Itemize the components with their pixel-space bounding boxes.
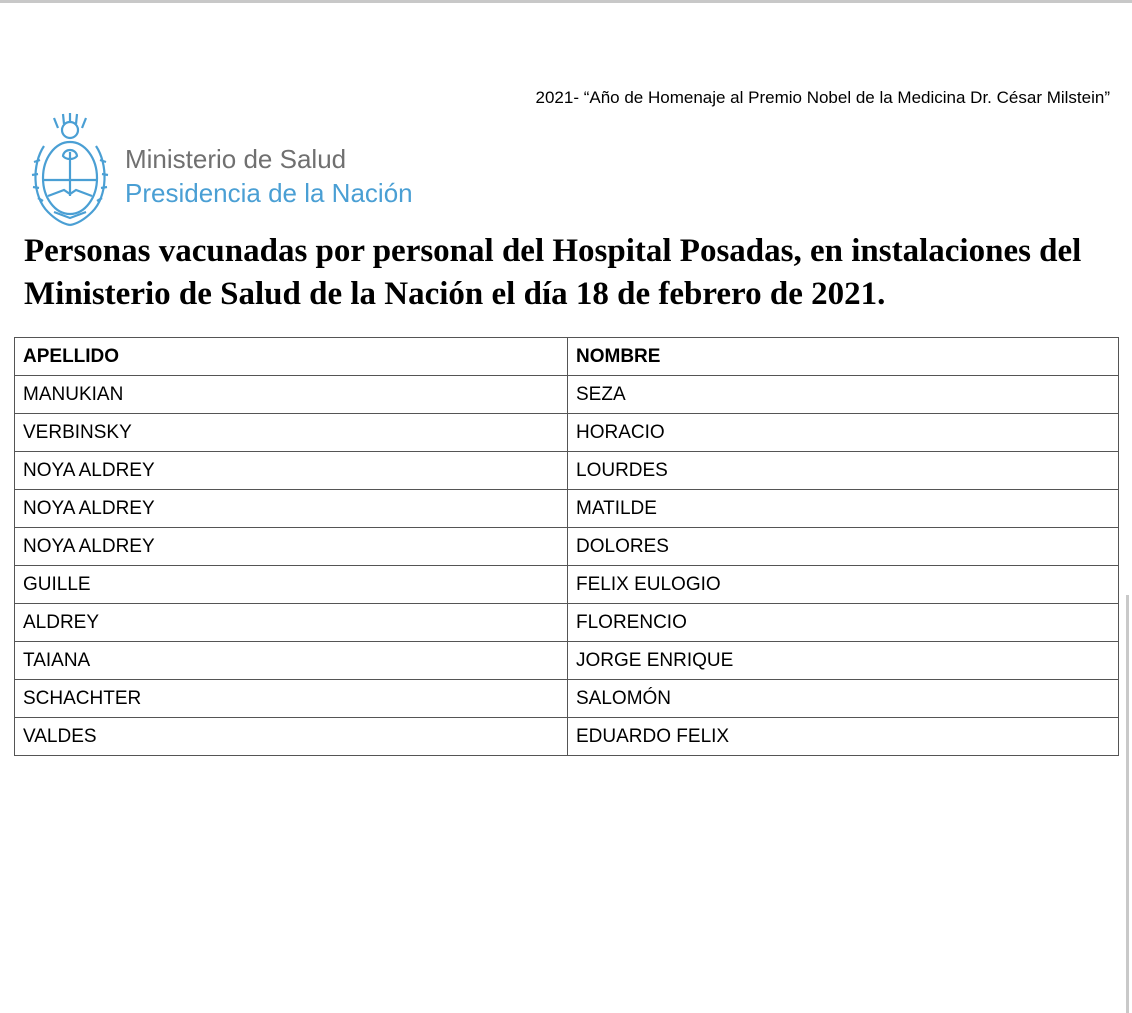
scrollbar[interactable]: [1126, 595, 1129, 1013]
apellido-cell: ALDREY: [15, 604, 568, 642]
top-border: [0, 0, 1132, 3]
table-row: [15, 604, 1119, 642]
nombre-cell: HORACIO: [568, 414, 1119, 452]
table-row: [15, 680, 1119, 718]
nombre-cell: JORGE ENRIQUE: [568, 642, 1119, 680]
presidency-name: Presidencia de la Nación: [125, 178, 413, 208]
nombre-cell: LOURDES: [568, 452, 1119, 490]
nombre-cell: FLORENCIO: [568, 604, 1119, 642]
apellido-cell: VALDES: [15, 718, 568, 756]
apellido-cell: GUILLE: [15, 566, 568, 604]
table-row: [15, 452, 1119, 490]
table-row: [15, 642, 1119, 680]
nombre-cell: SALOMÓN: [568, 680, 1119, 718]
year-motto: 2021- “Año de Homenaje al Premio Nobel de la Medicina Dr. César Milstein”: [535, 88, 1110, 107]
vaccinated-persons-table: [14, 337, 1119, 756]
apellido-cell: NOYA ALDREY: [15, 452, 568, 490]
nombre-cell: DOLORES: [568, 528, 1119, 566]
table-row: [15, 528, 1119, 566]
column-header-apellido: APELLIDO: [15, 338, 568, 376]
table-row: [15, 414, 1119, 452]
apellido-cell: VERBINSKY: [15, 414, 568, 452]
table-row: [15, 490, 1119, 528]
nombre-cell: FELIX EULOGIO: [568, 566, 1119, 604]
nombre-cell: EDUARDO FELIX: [568, 718, 1119, 756]
nombre-cell: SEZA: [568, 376, 1119, 414]
apellido-cell: NOYA ALDREY: [15, 528, 568, 566]
argentina-coat-of-arms-icon: [30, 112, 110, 228]
apellido-cell: SCHACHTER: [15, 680, 568, 718]
apellido-cell: MANUKIAN: [15, 376, 568, 414]
table-header-row: [15, 338, 1119, 376]
ministry-name: Ministerio de Salud: [125, 144, 347, 174]
document-title: Personas vacunadas por personal del Hospital Posadas, en instalaciones del Ministerio de Salud de la Nación el día 18 de febrero de 2021.: [24, 233, 1082, 312]
table-row: [15, 718, 1119, 756]
table-row: [15, 376, 1119, 414]
nombre-cell: MATILDE: [568, 490, 1119, 528]
column-header-nombre: NOMBRE: [568, 338, 1119, 376]
apellido-cell: NOYA ALDREY: [15, 490, 568, 528]
apellido-cell: TAIANA: [15, 642, 568, 680]
table-row: [15, 566, 1119, 604]
